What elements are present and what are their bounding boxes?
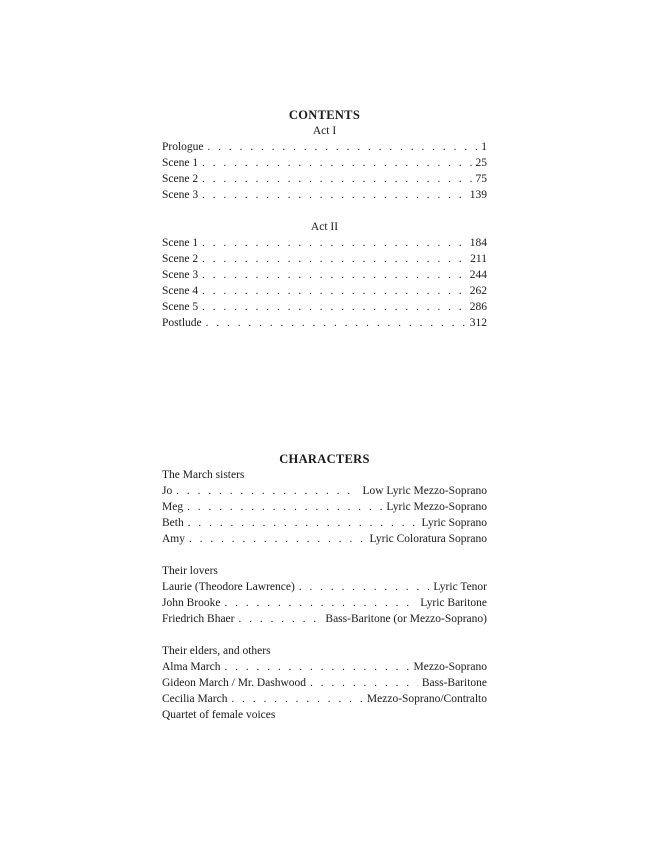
act-1-label: Act I: [312, 125, 337, 137]
toc-entry-page: 184: [469, 237, 487, 249]
character-name: Alma March: [162, 661, 221, 673]
character-name: Meg: [162, 501, 184, 513]
leader-dots: [202, 251, 466, 267]
toc-entry-page: 25: [475, 157, 487, 169]
toc-entry[interactable]: [162, 283, 487, 299]
character-name: John Brooke: [162, 597, 221, 609]
character-entry: [162, 579, 487, 595]
toc-entry[interactable]: [162, 171, 487, 187]
character-name: Jo: [162, 485, 173, 497]
leader-dots: [202, 171, 471, 187]
leader-dots: [239, 611, 322, 627]
toc-entry[interactable]: [162, 155, 487, 171]
character-entry: [162, 499, 487, 515]
toc-entry-page: 139: [469, 189, 487, 201]
toc-entry-name: Scene 4: [162, 285, 199, 297]
character-name: Cecilia March: [162, 693, 228, 705]
leader-dots: [206, 315, 466, 331]
leader-dots: [202, 235, 466, 251]
character-name: Friedrich Bhaer: [162, 613, 235, 625]
character-entry: [162, 675, 487, 691]
act-2-label: Act II: [310, 221, 339, 233]
toc-entry-page: 1: [481, 141, 487, 153]
character-entry: [162, 531, 487, 547]
quartet-note: Quartet of female voices: [162, 709, 276, 721]
toc-entry[interactable]: [162, 315, 487, 331]
toc-entry-name: Scene 3: [162, 189, 199, 201]
toc-entry-name: Scene 2: [162, 253, 199, 265]
toc-entry-name: Prologue: [162, 141, 204, 153]
character-name: Gideon March / Mr. Dashwood: [162, 677, 307, 689]
leader-dots: [202, 283, 466, 299]
leader-dots: [299, 579, 430, 595]
leader-dots: [188, 515, 418, 531]
leader-dots: [310, 675, 418, 691]
leader-dots: [202, 299, 466, 315]
toc-entry[interactable]: [162, 299, 487, 315]
toc-entry-page: 262: [469, 285, 487, 297]
character-voice: Lyric Coloratura Soprano: [369, 533, 487, 545]
contents-title: CONTENTS: [288, 108, 361, 122]
toc-entry-page: 211: [470, 253, 487, 265]
leader-dots: [202, 187, 466, 203]
character-name: Laurie (Theodore Lawrence): [162, 581, 295, 593]
character-voice: Mezzo-Soprano/Contralto: [366, 693, 487, 705]
toc-entry-name: Scene 2: [162, 173, 199, 185]
character-voice: Lyric Soprano: [421, 517, 487, 529]
toc-entry-page: 75: [475, 173, 487, 185]
character-name: Beth: [162, 517, 184, 529]
character-entry: [162, 659, 487, 675]
leader-dots: [224, 595, 416, 611]
character-voice: Lyric Tenor: [433, 581, 487, 593]
character-voice: Low Lyric Mezzo-Soprano: [362, 485, 487, 497]
character-entry: [162, 595, 487, 611]
spacer: [162, 627, 487, 643]
leader-dots: [202, 267, 466, 283]
leader-dots: [187, 499, 382, 515]
toc-entry-name: Scene 1: [162, 237, 199, 249]
character-entry: [162, 611, 487, 627]
character-voice: Bass-Baritone: [421, 677, 487, 689]
characters-section: [162, 451, 487, 723]
toc-entry-page: 312: [469, 317, 487, 329]
spacer: [162, 203, 487, 219]
character-voice: Bass-Baritone (or Mezzo-Soprano): [325, 613, 487, 625]
toc-entry-name: Scene 1: [162, 157, 199, 169]
characters-title: CHARACTERS: [279, 452, 370, 466]
leader-dots: [231, 691, 362, 707]
group-label-lovers: Their lovers: [162, 565, 218, 577]
character-voice: Lyric Mezzo-Soprano: [386, 501, 487, 513]
leader-dots: [202, 155, 471, 171]
toc-entry-page: 244: [469, 269, 487, 281]
character-entry: [162, 691, 487, 707]
character-voice: Lyric Baritone: [420, 597, 487, 609]
toc-entry-page: 286: [469, 301, 487, 313]
toc-entry[interactable]: [162, 187, 487, 203]
leader-dots: [189, 531, 365, 547]
contents-section: [162, 107, 487, 331]
group-label-sisters: The March sisters: [162, 469, 245, 481]
leader-dots: [176, 483, 358, 499]
character-entry: [162, 515, 487, 531]
toc-entry[interactable]: [162, 251, 487, 267]
toc-entry[interactable]: [162, 139, 487, 155]
character-entry: [162, 483, 487, 499]
group-label-elders: Their elders, and others: [162, 645, 271, 657]
toc-entry-name: Scene 5: [162, 301, 199, 313]
spacer: [162, 547, 487, 563]
character-voice: Mezzo-Soprano: [413, 661, 487, 673]
leader-dots: [208, 139, 478, 155]
toc-entry-name: Postlude: [162, 317, 202, 329]
toc-entry-name: Scene 3: [162, 269, 199, 281]
toc-entry[interactable]: [162, 267, 487, 283]
character-name: Amy: [162, 533, 185, 545]
leader-dots: [224, 659, 409, 675]
toc-entry[interactable]: [162, 235, 487, 251]
